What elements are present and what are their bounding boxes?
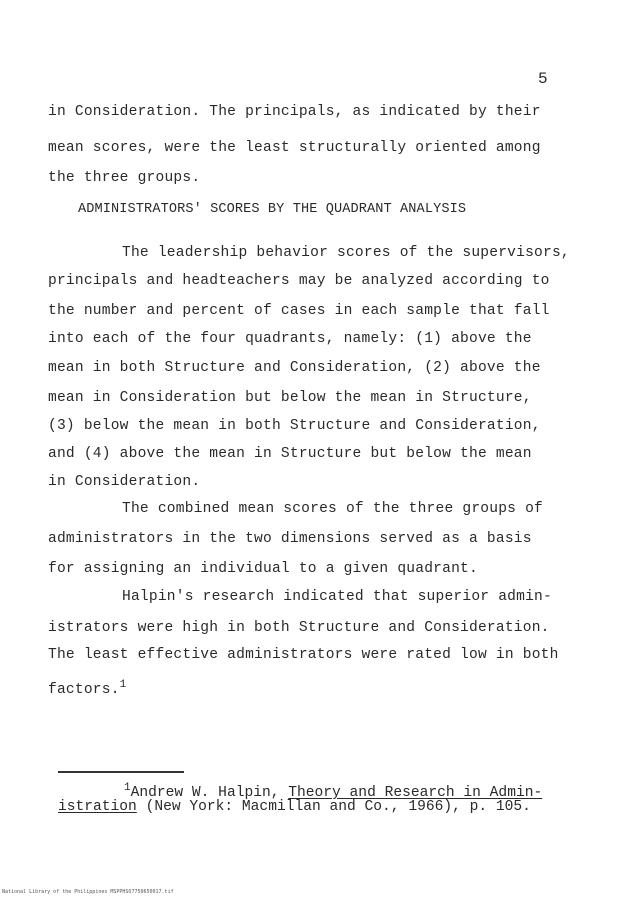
text-line: (3) below the mean in both Structure and Consideration, [48,418,541,434]
text-fragment: factors. [48,682,120,698]
footnote-divider [58,771,184,773]
footnote-title: istration [58,799,137,815]
text-line: into each of the four quadrants, namely: (1) above the [48,331,532,347]
text-line: in Consideration. [48,474,201,490]
text-line: mean in both Structure and Consideration, (2) above the [48,360,541,376]
text-line: The leadership behavior scores of the supervisors, [122,245,570,261]
text-line: principals and headteachers may be analyzed according to [48,273,550,289]
text-line [48,676,126,699]
scan-stamp: National Library of the Philippines MSPPHSO7750650017.tif [2,889,174,895]
footnote-publication: (New York: Macmillan and Co., 1966), p. 105. [136,799,531,815]
text-line: The least effective administrators were rated low in both [48,647,559,663]
text-line: and (4) above the mean in Structure but below the mean [48,446,532,462]
footnote-marker: 1 [124,782,131,794]
text-line: the number and percent of cases in each sample that fall [48,303,550,319]
footnote-title: Theory and Research in Admin- [288,785,543,801]
page-number: 5 [538,70,548,88]
footnote-reference: 1 [119,679,127,691]
text-line: in Consideration. The principals, as indicated by their [48,104,541,120]
text-line: The combined mean scores of the three groups of [122,501,544,517]
section-heading: ADMINISTRATORS' SCORES BY THE QUADRANT ANALYSIS [78,202,467,217]
text-line: istrators were high in both Structure and Consideration. [48,620,550,636]
footnote-line [58,798,531,816]
text-line: administrators in the two dimensions served as a basis [48,531,532,547]
text-line: Halpin's research indicated that superior admin- [122,589,552,605]
text-line: for assigning an individual to a given quadrant. [48,561,478,577]
footnote-author: Andrew W. Halpin, [130,785,289,801]
text-line: mean in Consideration but below the mean in Structure, [48,390,532,406]
text-line: mean scores, were the least structurally oriented among [48,140,541,156]
text-line: the three groups. [48,170,201,186]
